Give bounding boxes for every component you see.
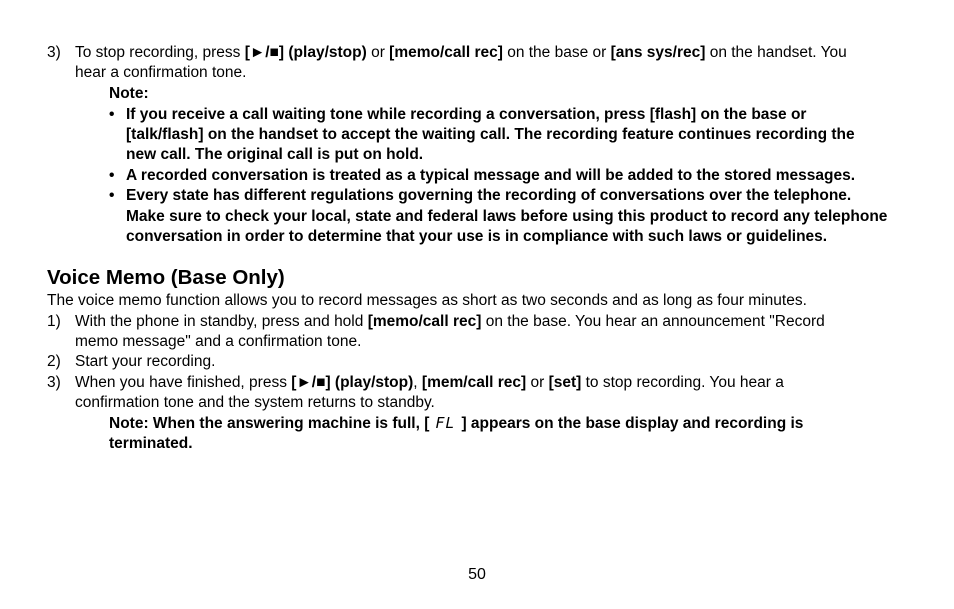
- section-heading: Voice Memo (Base Only): [47, 266, 285, 289]
- key-label: [: [291, 374, 297, 391]
- step-3-stop-recording-line-1: [75, 43, 847, 63]
- key-label: ] (play/stop): [278, 44, 367, 61]
- note-bullet-3-line-2: Make sure to check your local, state and federal laws before using this product to record any telephone: [126, 208, 888, 225]
- page-number: 50: [468, 566, 486, 583]
- bullet-icon: •: [109, 106, 115, 123]
- step-3-stop-recording-line-2: hear a confirmation tone.: [75, 64, 247, 81]
- text: on the base. You hear an announcement "Record: [481, 313, 825, 330]
- step-3-line-2: confirmation tone and the system returns to standby.: [75, 394, 435, 411]
- step-1-line-1: [75, 312, 825, 332]
- step-number: 3): [47, 374, 61, 391]
- text: ] appears on the base display and recording is: [461, 415, 804, 432]
- text: With the phone in standby, press and hold: [75, 313, 368, 330]
- intro-paragraph: The voice memo function allows you to record messages as short as two seconds and as long as four minutes.: [47, 292, 807, 309]
- note-bullet-3-line-3: conversation in order to determine that your use is in compliance with such laws or guidelines.: [126, 228, 828, 245]
- text: to stop recording. You hear a: [581, 374, 784, 391]
- text: When you have finished, press: [75, 374, 292, 391]
- key-label: [ans sys/rec]: [610, 44, 706, 61]
- step-2-line: Start your recording.: [75, 353, 216, 370]
- note-bullet-1-line-2: [talk/flash] on the handset to accept the waiting call. The recording feature continues recording the: [126, 126, 855, 143]
- step-number: 1): [47, 313, 61, 330]
- text: on the base or: [502, 44, 611, 61]
- note-bullet-2-line-1: A recorded conversation is treated as a typical message and will be added to the stored messages.: [126, 167, 856, 184]
- bullet-icon: •: [109, 167, 115, 184]
- play-stop-icon: ►/■: [249, 44, 279, 61]
- full-memory-note-line-2: terminated.: [109, 435, 193, 452]
- play-stop-icon: ►/■: [296, 374, 326, 391]
- text: ,: [413, 374, 422, 391]
- note-bullet-1-line-3: new call. The original call is put on hold.: [126, 146, 424, 163]
- key-label: ] (play/stop): [325, 374, 414, 391]
- full-memory-note-line-1: [109, 413, 803, 434]
- step-3-line-1: [75, 373, 784, 393]
- note-label: Note:: [109, 85, 149, 102]
- full-display-icon: FL: [435, 414, 456, 432]
- key-label: [memo/call rec]: [367, 313, 482, 330]
- key-label: [: [244, 44, 250, 61]
- step-number: 2): [47, 353, 61, 370]
- text: on the handset. You: [705, 44, 847, 61]
- note-bullet-3-line-1: Every state has different regulations governing the recording of conversations over the telephone.: [126, 187, 852, 204]
- text: Note: When the answering machine is full, [: [109, 415, 430, 432]
- step-number: 3): [47, 44, 61, 61]
- text: or: [526, 374, 549, 391]
- text: To stop recording, press: [75, 44, 245, 61]
- step-1-line-2: memo message" and a confirmation tone.: [75, 333, 362, 350]
- bullet-icon: •: [109, 187, 115, 204]
- key-label: [memo/call rec]: [389, 44, 503, 61]
- key-label: [set]: [548, 374, 582, 391]
- key-label: [mem/call rec]: [421, 374, 527, 391]
- note-bullet-1-line-1: If you receive a call waiting tone while recording a conversation, press [flash] on the base or: [126, 106, 807, 123]
- text: or: [366, 44, 390, 61]
